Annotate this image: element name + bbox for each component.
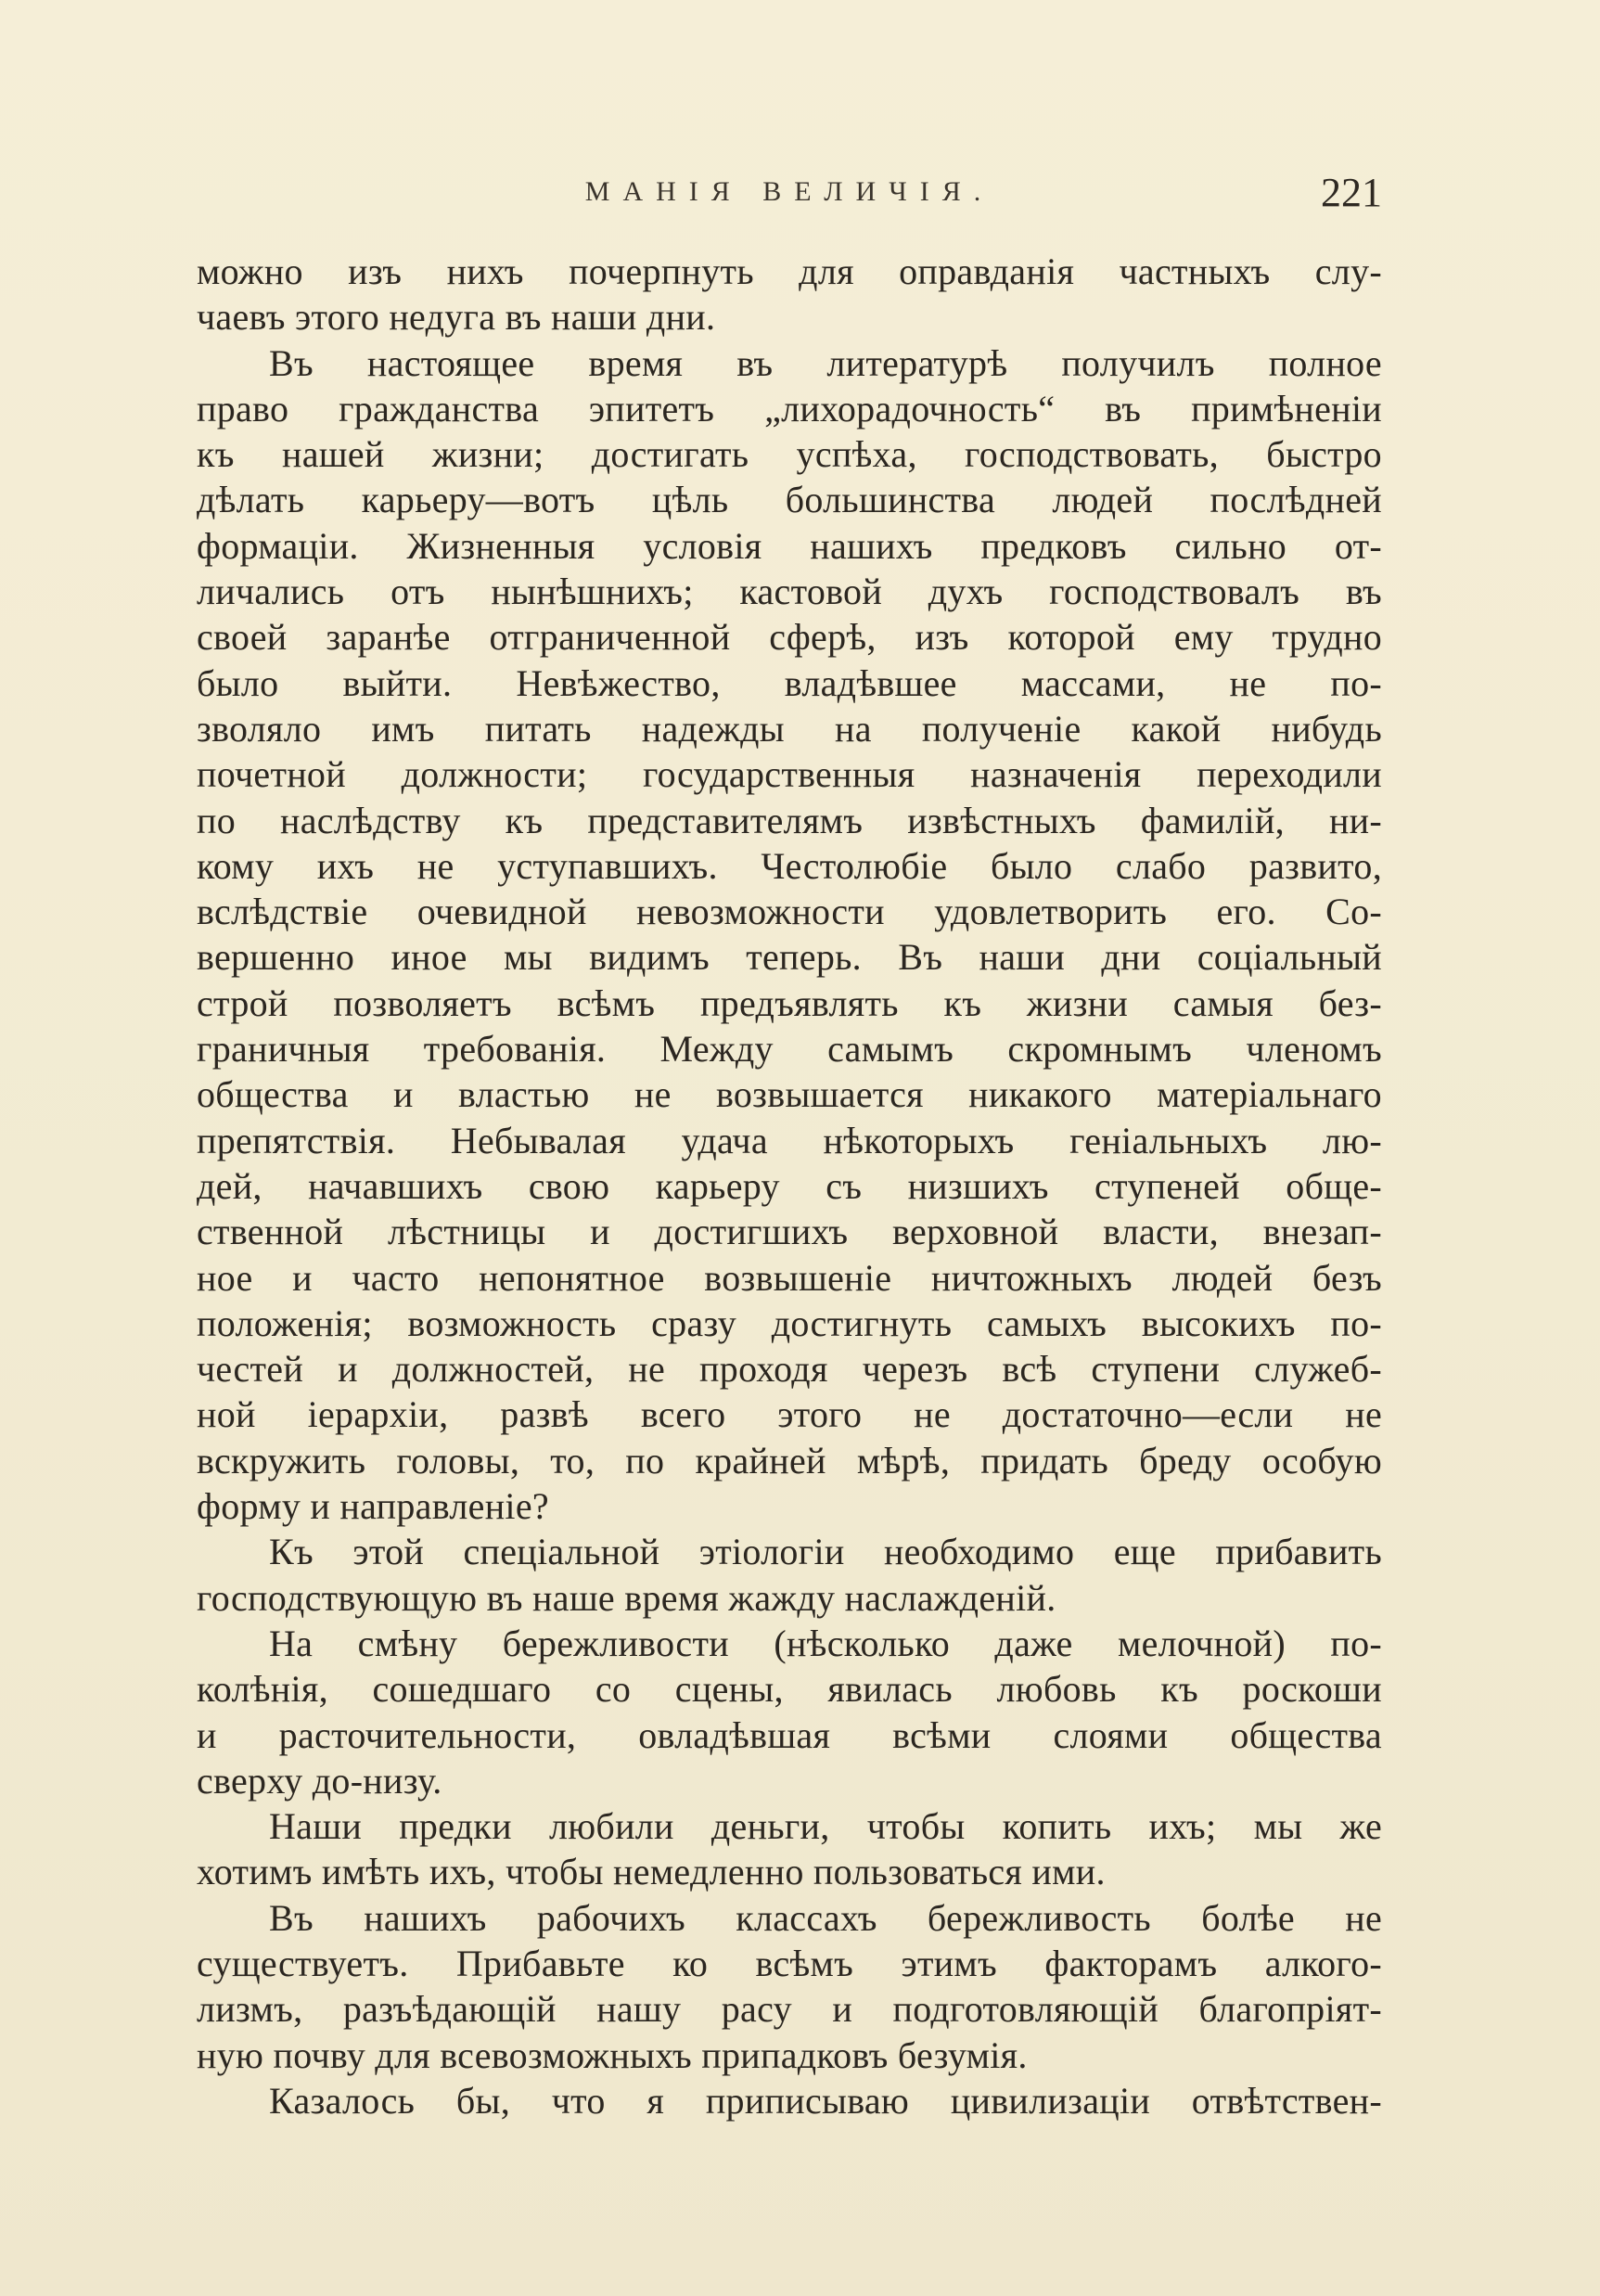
text-line: ной іерархіи, развѣ всего этого не достаточно—если не bbox=[197, 1393, 1382, 1436]
page-number: 221 bbox=[1321, 170, 1382, 215]
text-line: форму и направленіе? bbox=[197, 1485, 549, 1528]
text-line: препятствія. Небывалая удача нѣкоторыхъ геніальныхъ лю- bbox=[197, 1119, 1382, 1161]
text-line: дѣлать карьеру—вотъ цѣль большинства людей послѣдней bbox=[197, 479, 1382, 521]
text-line: Казалось бы, что я приписываю цивилизаціи отвѣтствен- bbox=[269, 2079, 1382, 2122]
text-line: формаціи. Жизненныя условія нашихъ предковъ сильно от- bbox=[197, 524, 1382, 567]
text-line: колѣнія, сошедшаго со сцены, явилась любовь къ роскоши bbox=[197, 1668, 1382, 1711]
text-line: право гражданства эпитетъ „лихорадочность“ въ примѣненіи bbox=[197, 387, 1382, 430]
text-line: Наши предки любили деньги, чтобы копить ихъ; мы же bbox=[269, 1805, 1382, 1848]
text-line: вскружить головы, то, по крайней мѣрѣ, придать бреду особую bbox=[197, 1439, 1382, 1481]
text-line: Въ нашихъ рабочихъ классахъ бережливость болѣе не bbox=[269, 1896, 1382, 1939]
text-line: ное и часто непонятное возвышеніе ничтожныхъ людей безъ bbox=[197, 1256, 1382, 1299]
text-line: личались отъ нынѣшнихъ; кастовой духъ господствовалъ въ bbox=[197, 571, 1382, 613]
text-line: лизмъ, разъѣдающій нашу расу и подготовляющій благопріят- bbox=[197, 1988, 1382, 2031]
body-text bbox=[197, 249, 1382, 2123]
text-line: было выйти. Невѣжество, владѣвшее массами, не по- bbox=[197, 661, 1382, 704]
text-line: строй позволяетъ всѣмъ предъявлять къ жизни самыя без- bbox=[197, 981, 1382, 1024]
text-line: вслѣдствіе очевидной невозможности удовлетворить его. Со- bbox=[197, 891, 1382, 933]
text-line: господствующую въ наше время жажду наслажденій. bbox=[197, 1576, 1056, 1619]
text-line: Въ настоящее время въ литературѣ получилъ полное bbox=[269, 341, 1382, 384]
page-header bbox=[197, 169, 1382, 224]
text-line: существуетъ. Прибавьте ко всѣмъ этимъ факторамъ алкого- bbox=[197, 1942, 1382, 1984]
text-line: положенія; возможность сразу достигнуть самыхъ высокихъ по- bbox=[197, 1302, 1382, 1344]
text-line: хотимъ имѣть ихъ, чтобы немедленно пользоваться ими. bbox=[197, 1851, 1106, 1893]
text-line: зволяло имъ питать надежды на полученіе какой нибудь bbox=[197, 707, 1382, 750]
text-line: ственной лѣстницы и достигшихъ верховной власти, внезап- bbox=[197, 1211, 1382, 1253]
text-line: можно изъ нихъ почерпнуть для оправданія частныхъ слу- bbox=[197, 250, 1382, 292]
text-line: сверху до-низу. bbox=[197, 1759, 442, 1802]
text-line: по наслѣдству къ представителямъ извѣстныхъ фамилій, ни- bbox=[197, 799, 1382, 841]
running-title: МАНІЯ ВЕЛИЧІЯ. bbox=[584, 176, 994, 207]
text-line: своей заранѣе отграниченной сферѣ, изъ которой ему трудно bbox=[197, 616, 1382, 659]
text-line: ную почву для всевозможныхъ припадковъ безумія. bbox=[197, 2033, 1028, 2076]
text-line: кому ихъ не уступавшихъ. Честолюбіе было слабо развито, bbox=[197, 844, 1382, 887]
text-line: почетной должности; государственныя назначенія переходили bbox=[197, 753, 1382, 796]
text-line: чаевъ этого недуга въ наши дни. bbox=[197, 296, 716, 339]
text-line: къ нашей жизни; достигать успѣха, господствовать, быстро bbox=[197, 433, 1382, 476]
text-line: граничныя требованія. Между самымъ скромнымъ членомъ bbox=[197, 1028, 1382, 1071]
text-line: Къ этой спеціальной этіологіи необходимо еще прибавить bbox=[269, 1531, 1382, 1573]
text-line: и расточительности, овладѣвшая всѣми слоями общества bbox=[197, 1713, 1382, 1756]
text-line: общества и властью не возвышается никакого матеріальнаго bbox=[197, 1073, 1382, 1116]
text-line: честей и должностей, не проходя черезъ всѣ ступени служеб- bbox=[197, 1348, 1382, 1391]
text-line: На смѣну бережливости (нѣсколько даже мелочной) по- bbox=[269, 1622, 1382, 1664]
text-line: дей, начавшихъ свою карьеру съ низшихъ ступеней обще- bbox=[197, 1164, 1382, 1207]
text-line: вершенно иное мы видимъ теперь. Въ наши дни соціальный bbox=[197, 936, 1382, 979]
